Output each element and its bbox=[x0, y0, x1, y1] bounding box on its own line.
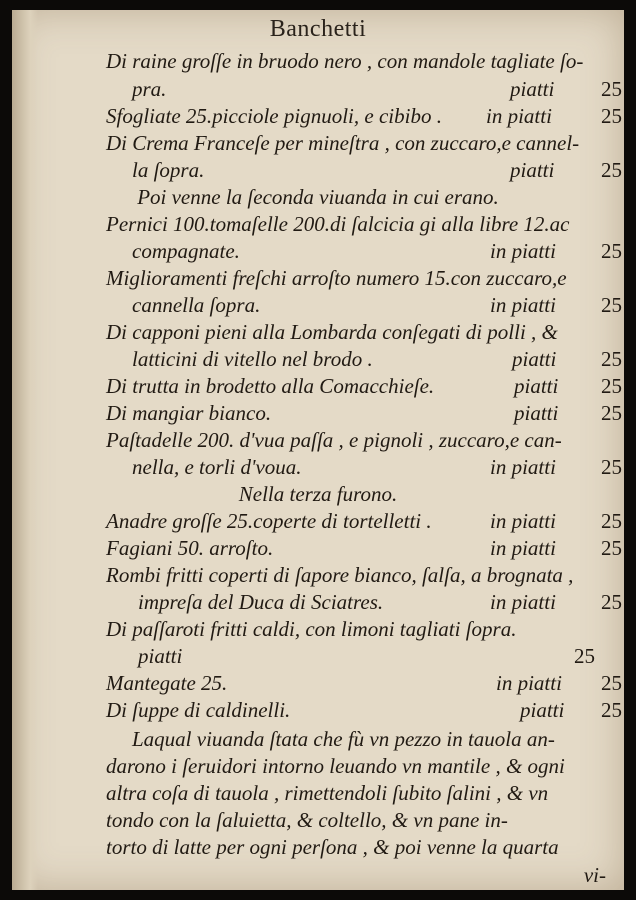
text-line: Di paſſaroti fritti caldi, con limoni tagliati ſopra. bbox=[106, 617, 517, 641]
catchword: vi- bbox=[583, 863, 606, 887]
dish-count: 25 bbox=[601, 401, 622, 425]
dish-label: in piatti bbox=[490, 239, 556, 263]
dish-label: in piatti bbox=[490, 536, 556, 560]
dish-count: 25 bbox=[601, 104, 622, 128]
dish-count: 25 bbox=[601, 158, 622, 182]
text-line: Di ſuppe di caldinelli. bbox=[106, 698, 291, 722]
page-gutter bbox=[12, 10, 38, 890]
text-line: Di capponi pieni alla Lombarda conſegati di polli , & bbox=[106, 320, 558, 344]
text-line: compagnate. bbox=[132, 239, 240, 263]
text-line: nella, e torli d'voua. bbox=[132, 455, 302, 479]
paragraph-line: darono i ſeruidori intorno leuando vn mantile , & ogni bbox=[106, 754, 565, 778]
dish-label: piatti bbox=[514, 401, 559, 425]
text-line: Di mangiar bianco. bbox=[106, 401, 272, 425]
text-line: Sfogliate 25.picciole pignuoli, e cibibo . bbox=[106, 104, 442, 128]
dish-label: piatti bbox=[512, 347, 557, 371]
dish-label: piatti bbox=[510, 77, 555, 101]
dish-label: in piatti bbox=[490, 509, 556, 533]
paragraph-line: tondo con la ſaluietta, & coltello, & vn pane in- bbox=[106, 808, 508, 832]
dish-count: 25 bbox=[601, 293, 622, 317]
dish-label: in piatti bbox=[486, 104, 552, 128]
paragraph-line: Laqual viuanda ſtata che fù vn pezzo in tauola an- bbox=[132, 727, 555, 751]
section-heading: Nella terza furono. bbox=[238, 482, 398, 506]
text-line: Paſtadelle 200. d'vua paſſa , e pignoli , zuccaro,e can- bbox=[106, 428, 562, 452]
paragraph-line: altra coſa di tauola , rimettendoli ſubito ſalini , & vn bbox=[106, 781, 549, 805]
text-line: Di Crema Franceſe per mineſtra , con zuccaro,e cannel- bbox=[106, 131, 580, 155]
text-line: Mantegate 25. bbox=[106, 671, 228, 695]
dish-count: 25 bbox=[601, 374, 622, 398]
text-line: cannella ſopra. bbox=[132, 293, 261, 317]
dish-count: 25 bbox=[601, 590, 622, 614]
text-line: Miglioramenti freſchi arroſto numero 15.con zuccaro,e bbox=[106, 266, 567, 290]
dish-count: 25 bbox=[601, 77, 622, 101]
dish-label: in piatti bbox=[490, 590, 556, 614]
dish-count: 25 bbox=[601, 671, 622, 695]
text-line: la ſopra. bbox=[132, 158, 205, 182]
dish-label: in piatti bbox=[490, 293, 556, 317]
text-line: piatti bbox=[138, 644, 183, 668]
text-line: Fagiani 50. arroſto. bbox=[106, 536, 274, 560]
dish-label: piatti bbox=[514, 374, 559, 398]
text-line: Di trutta in brodetto alla Comacchieſe. bbox=[106, 374, 435, 398]
dish-label: piatti bbox=[520, 698, 565, 722]
dish-label: piatti bbox=[510, 158, 555, 182]
text-line: Di raine groſſe in bruodo nero , con mandole tagliate ſo- bbox=[106, 49, 584, 73]
text-line: Pernici 100.tomaſelle 200.di ſalcicia gi alla libre 12.ac bbox=[106, 212, 570, 236]
dish-count: 25 bbox=[601, 455, 622, 479]
paragraph-line: torto di latte per ogni perſona , & poi venne la quarta bbox=[106, 835, 559, 859]
text-line: Anadre groſſe 25.coperte di tortelletti . bbox=[106, 509, 432, 533]
dish-label: in piatti bbox=[496, 671, 562, 695]
dish-count: 25 bbox=[601, 698, 622, 722]
text-line: impreſa del Duca di Sciatres. bbox=[138, 590, 384, 614]
text-line: latticini di vitello nel brodo . bbox=[132, 347, 373, 371]
running-header: Banchetti bbox=[269, 16, 367, 42]
dish-count: 25 bbox=[601, 347, 622, 371]
section-heading: Poi venne la ſeconda viuanda in cui erano. bbox=[137, 185, 499, 209]
dish-count: 25 bbox=[601, 239, 622, 263]
dish-label: in piatti bbox=[490, 455, 556, 479]
dish-count: 25 bbox=[601, 509, 622, 533]
dish-count: 25 bbox=[601, 536, 622, 560]
text-line: pra. bbox=[132, 77, 167, 101]
text-line: Rombi fritti coperti di ſapore bianco, ſalſa, a brognata , bbox=[106, 563, 574, 587]
dish-count: 25 bbox=[574, 644, 595, 668]
book-page bbox=[12, 10, 624, 890]
